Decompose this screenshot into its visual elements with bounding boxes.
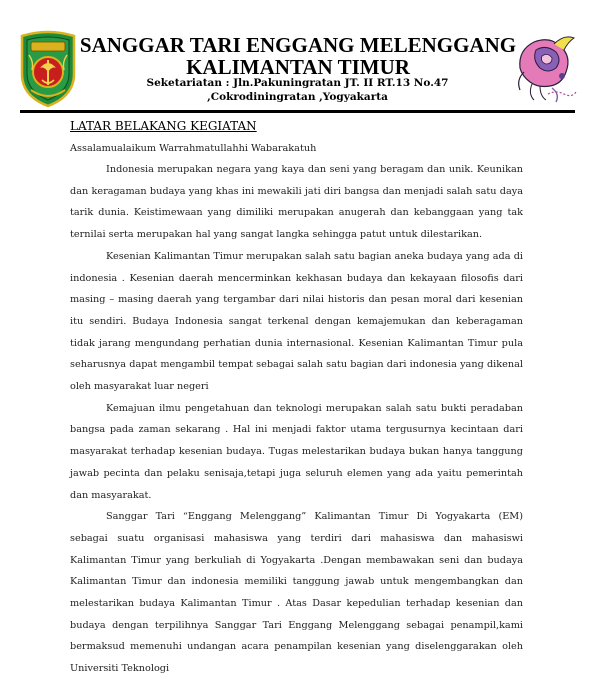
enggang-melenggang-logo (512, 28, 582, 108)
paragraph: Kemajuan ilmu pengetahuan dan teknologi merupakan salah satu bukti peradaban bangsa pada zaman sekarang . Hal ini menjadi faktor utama tergusurnya kecintaan dari masyarakat terhadap kesenian budaya. Tugas melestarikan budaya bukan hanya tanggung jawab pecinta dan pelaku senisaja,tetapi juga seluruh elemen yang ada yaitu pemerintah dan masyarakat. (70, 402, 523, 501)
address-line1: Seketariatan : Jln.Pakuningratan JT. II RT.13 No.47 (146, 77, 449, 89)
organization-title-line1: SANGGAR TARI ENGGANG MELENGGANG (79, 33, 517, 57)
hornbill-dancer-icon (512, 28, 582, 108)
paragraph: Sanggar Tari “Enggang Melenggang” Kalimantan Timur Di Yogyakarta (EM) sebagai suatu organisasi mahasiswa yang terdiri dari mahasiswa dan mahasiswi Kalimantan Timur yang berkuliah di Yogyakarta .Dengan membawakan seni dan budaya Kalimantan Timur dan indonesia memiliki tanggung jawab untuk mengembangkan dan melestarikan budaya Kalimantan Timur . Atas Dasar kepedulian terhadap kesenian dan budaya dengan terpilihnya Sanggar Tari Enggang Melenggang sebagai penampil,kami bermaksud memenuhi undangan acara penampilan kesenian yang diselenggarakan oleh Universiti Teknologi (70, 511, 523, 675)
greeting-text: Assalamualaikum Warrahmatullahhi Wabarakatuh (70, 143, 317, 154)
organization-address (100, 76, 495, 104)
paragraph: Kesenian Kalimantan Timur merupakan salah satu bagian aneka budaya yang ada di indonesia . Kesenian daerah mencerminkan kekhasan budaya dan kekayaan filosofis dari masing – masing daerah yang tergambar dari nilai historis dan pesan moral dari kesenian itu sendiri. Budaya Indonesia sangat terkenal dengan kemajemukan dan keberagaman tidak jarang mengundang perhatian dunia internasional. Kesenian Kalimantan Timur pula seharusnya dapat mengambil tempat sebagai salah satu bagian dari indonesia yang dikenal oleh masyarakat luar negeri (70, 250, 523, 393)
document-body (70, 117, 523, 680)
organization-title (78, 34, 518, 78)
organization-title-line2: KALIMANTAN TIMUR (186, 55, 410, 79)
section-heading: LATAR BELAKANG KEGIATAN (70, 119, 257, 133)
emblem-shield-icon (18, 30, 78, 108)
kalimantan-timur-emblem-logo (18, 30, 78, 108)
address-line2: ,Cokrodiningratan ,Yogyakarta (207, 91, 388, 103)
header-divider (20, 110, 575, 113)
paragraph: Indonesia merupakan negara yang kaya dan seni yang beragam dan unik. Keunikan dan keragaman budaya yang khas ini mewakili jati diri bangsa dan menjadi salah satu daya tarik dunia. Keistimewaan yang dimiliki merupakan anugerah dan kebanggaan yang tak ternilai serta merupakan hal yang sangat langka sehingga patut untuk dilestarikan. (70, 164, 523, 241)
